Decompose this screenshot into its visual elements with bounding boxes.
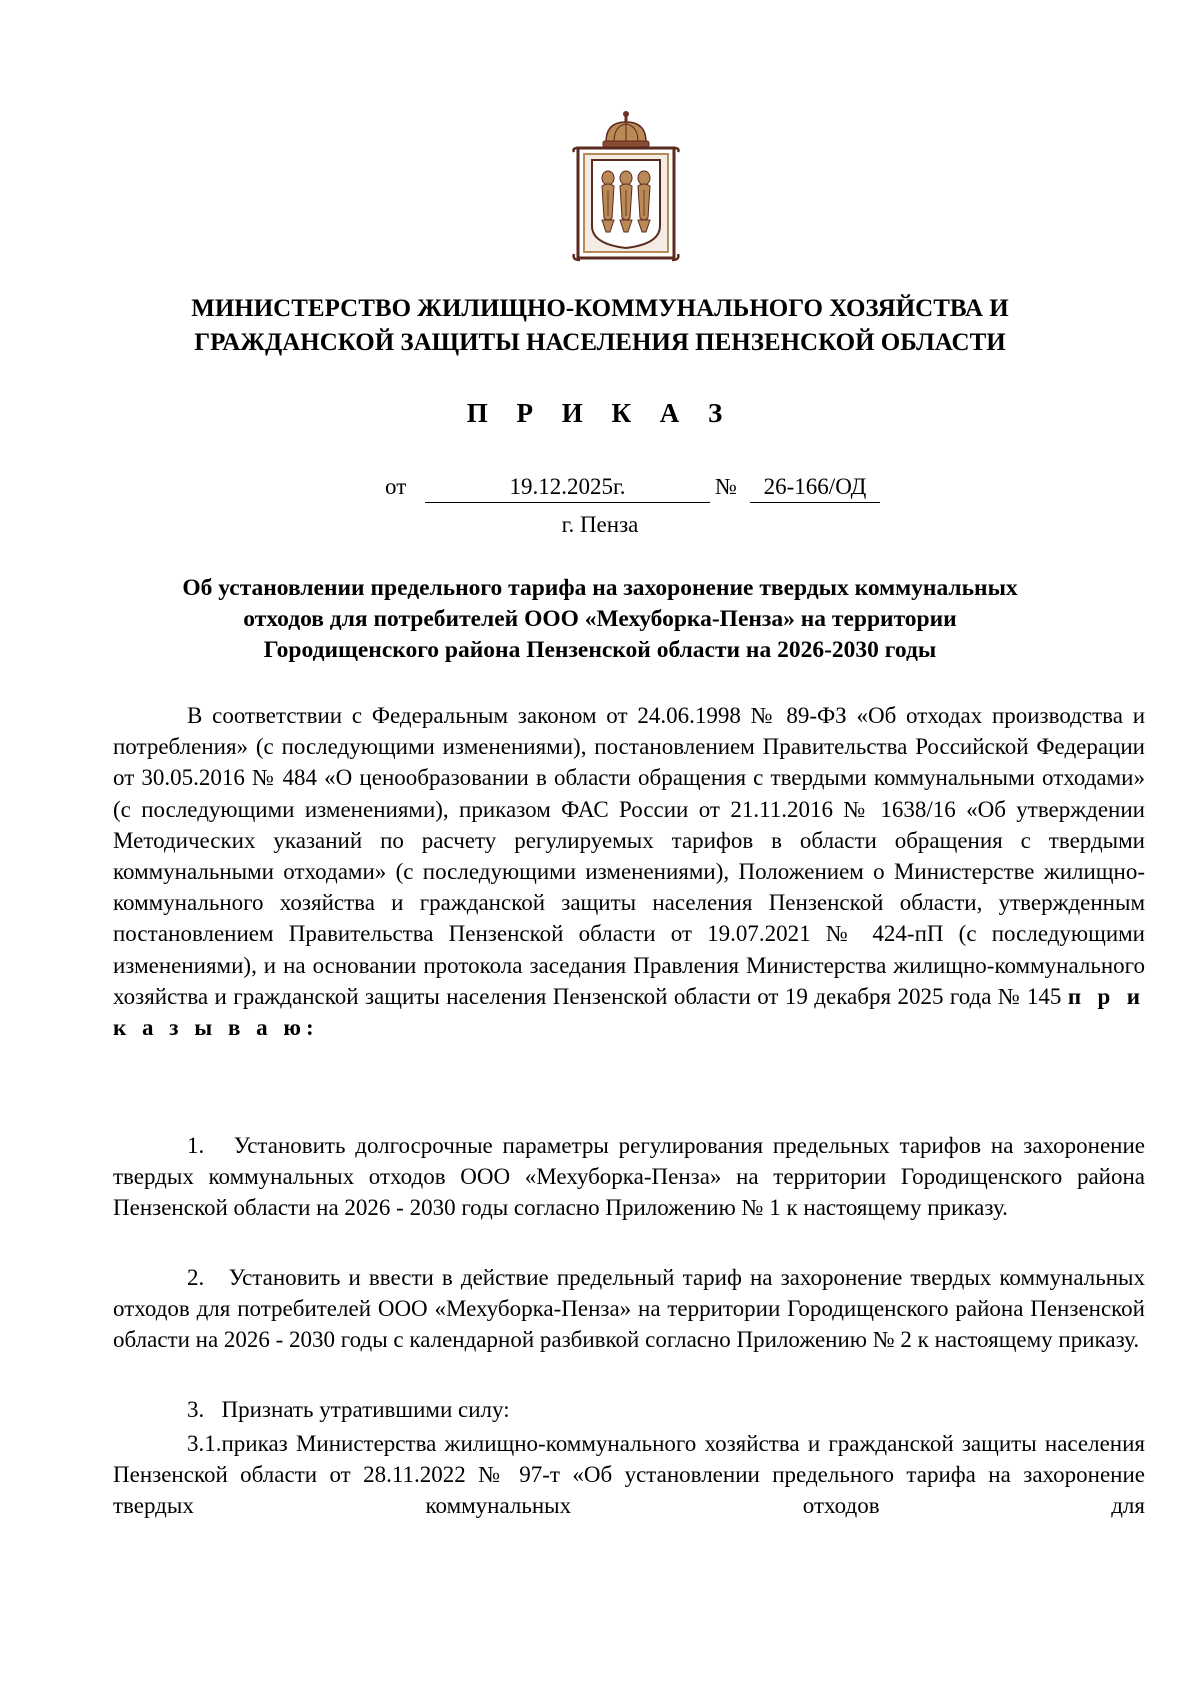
- order-subject: [112, 573, 1088, 666]
- subject-line-3: Городищенского района Пензенской области на 2026-2030 годы: [263, 637, 937, 663]
- subject-line-2: отходов для потребителей ООО «Мехуборка-Пенза» на территории: [243, 606, 957, 632]
- preamble-paragraph: [113, 700, 1145, 1043]
- item-3-number: 3.: [187, 1397, 205, 1422]
- item-2-text: Установить и ввести в действие предельный тариф на захоронение твердых коммунальных отходов для потребителей ООО «Мехуборка-Пенза» на территории Городищенского района Пензенской области на 2026 - 2030 годы с календарной разбивкой согласно Приложению № 2 к настоящему приказу.: [113, 1265, 1145, 1353]
- subject-line-1: Об установлении предельного тарифа на захоронение твердых коммунальных: [182, 575, 1018, 601]
- order-word: п р и к а з ы в а ю:: [113, 983, 1145, 1041]
- item-3-text: Признать утратившими силу:: [221, 1397, 510, 1422]
- ministry-line-2: ГРАЖДАНСКОЙ ЗАЩИТЫ НАСЕЛЕНИЯ ПЕНЗЕНСКОЙ ОБЛАСТИ: [194, 329, 1006, 356]
- item-1-text: Установить долгосрочные параметры регулирования предельных тарифов на захоронение твердых коммунальных отходов ООО «Мехуборка-Пенза» на территории Городищенского района Пензенской области на 2026 - 2030 годы согласно Приложению № 1 к настоящему приказу.: [113, 1133, 1145, 1221]
- order-item-1: [113, 1130, 1145, 1224]
- number-sign: №: [715, 474, 737, 499]
- order-item-3-1: [113, 1428, 1145, 1522]
- order-item-3: [113, 1394, 1145, 1425]
- item-3-1-text: приказ Министерства жилищно-коммунального хозяйства и гражданской защиты населения Пензенской области от 28.11.2022 № 97-т «Об установлении предельного тарифа на захоронение твердых коммунальных отходов для: [113, 1431, 1145, 1519]
- date-prefix: от: [385, 474, 407, 499]
- item-2-number: 2.: [187, 1265, 205, 1290]
- order-date: 19.12.2025г.: [425, 474, 710, 503]
- order-number: 26-166/ОД: [750, 474, 880, 503]
- ministry-line-1: МИНИСТЕРСТВО ЖИЛИЩНО-КОММУНАЛЬНОГО ХОЗЯЙСТВА И: [191, 295, 1009, 322]
- order-item-2: [113, 1262, 1145, 1356]
- coat-of-arms-icon: [570, 108, 682, 268]
- city: г. Пенза: [561, 512, 639, 537]
- item-1-number: 1.: [187, 1133, 205, 1158]
- ministry-name: [100, 292, 1100, 360]
- crown-icon: [603, 111, 649, 147]
- preamble-text: В соответствии с Федеральным законом от 24.06.1998 № 89-ФЗ «Об отходах производства и потребления» (с последующими изменениями), постановлением Правительства Российской Федерации от 30.05.2016 № 484 «О ценообразовании в области обращения с твердыми коммунальными отходами» (с последующими изменениями), приказом ФАС России от 21.11.2016 № 1638/16 «Об утверждении Методических указаний по расчету регулируемых тарифов в области обращения с твердыми коммунальными отходами» (с последующими изменениями), Положением о Министерстве жилищно-коммунального хозяйства и гражданской защиты населения Пензенской области, утвержденным постановлением Правительства Пензенской области от 19.07.2021 № 424-пП (с последующими изменениями), и на основании протокола заседания Правления Министерства жилищно-коммунального хозяйства и гражданской защиты населения Пензенской области от 19 декабря 2025 года № 145: [113, 703, 1145, 1009]
- item-3-1-number: 3.1.: [187, 1431, 222, 1456]
- order-title: П Р И К А З: [466, 398, 734, 428]
